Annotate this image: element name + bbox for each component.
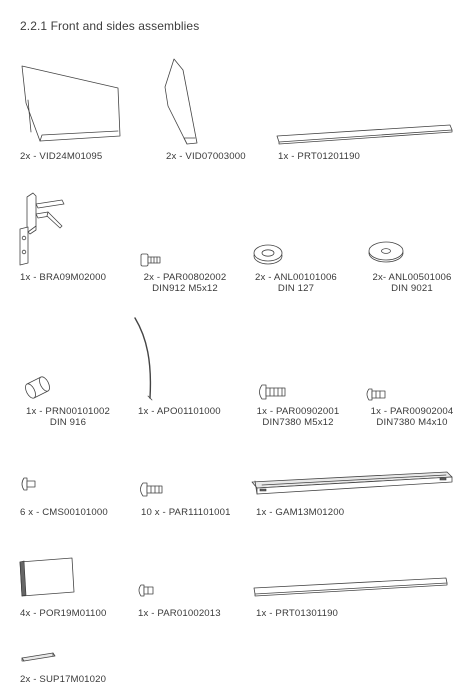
part-code: 2x- ANL00501006 [372,272,452,283]
part-code: 1x - BRA09M02000 [20,272,107,283]
part-code: 6 x - CMS00101000 [20,507,108,518]
part-code: 1x - PRN00101002 [26,406,110,417]
part-spec: DIN 916 [49,417,87,428]
part-code: 2x - VID24M01095 [20,151,103,162]
part-spec: DIN7380 M5x12 [262,417,334,428]
part-spec: DIN912 M5x12 [152,283,218,294]
part-code: 1x - PRT01301190 [256,608,339,619]
part-code: 1x - PRT01201190 [278,151,361,162]
part-code: 1x - PAR00902004 [370,406,454,417]
part-spec: DIN7380 M4x10 [376,417,448,428]
part-code: 1x - PAR01002013 [138,608,221,619]
part-code: 2x - VID07003000 [166,151,246,162]
part-code: 2x - ANL00101006 [255,272,337,283]
part-code: 4x - POR19M01100 [20,608,107,619]
part-code: 10 x - PAR11101001 [141,507,231,518]
part-code: 1x - PAR00902001 [256,406,340,417]
part-spec: DIN 9021 [391,283,433,294]
part-code: 2x - SUP17M01020 [20,674,107,685]
part-spec: DIN 127 [277,283,315,294]
section-heading: 2.2.1 Front and sides assemblies [20,19,200,33]
part-code: 2x - PAR00802002 [143,272,227,283]
part-code: 1x - GAM13M01200 [256,507,345,518]
part-code: 1x - APO01101000 [138,406,221,417]
part-label [20,674,106,685]
